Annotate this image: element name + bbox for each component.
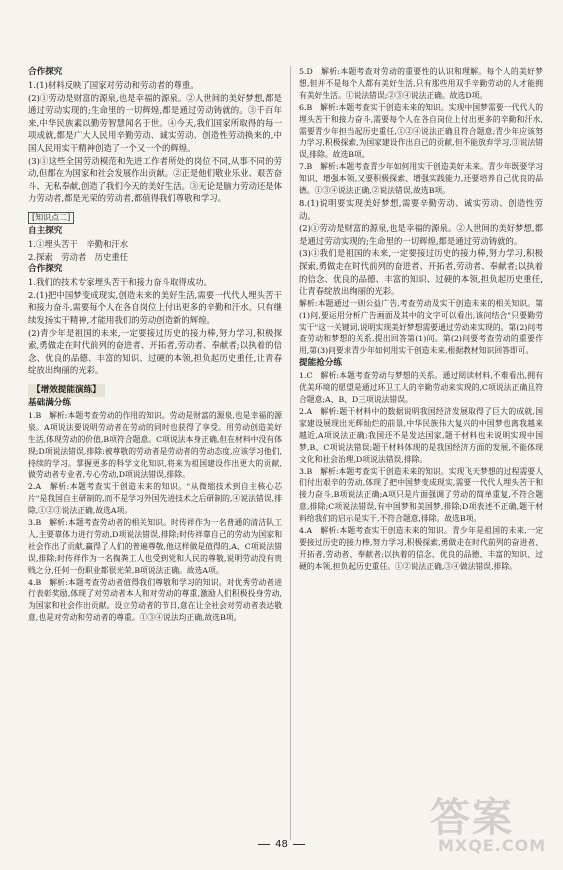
answer-text: 7.B 解析:本题考查青少年如何用实干创造美好未来。青少年既要学习知识、增强本领,又要积极探索、增强实践能力,还要培养自己优良的品德。①③④说法正确,②说法错误,故选B项。	[299, 162, 543, 196]
left-column	[28, 66, 282, 624]
answer-text: 1.(1)材料反映了国家对劳动和劳动者的尊重。	[28, 80, 199, 90]
answer-text: 4.A 解析:本题考查实干创造未来的知识。青少年是祖国的未来,一定要接过历史的接力棒,努力学习,积极探索,勇做走在时代前列的奋进者、开拓者,劳动者、奉献者;以执着的信念、优良的品德、丰富的知识、过硬的本领,担负起历史重任。①②说法正确,③④做法错误,排除。	[299, 526, 543, 571]
heading-hezuo-2: 合作探究	[28, 264, 63, 275]
heading-tigao: 提能抢分练	[299, 358, 342, 369]
answer-text: 1.我们的技术专家埋头苦干和接力奋斗取得成功。	[28, 277, 212, 288]
answer-text: 1.①埋头苦干 辛勤和汗水	[28, 238, 129, 249]
knowledge-point-tag: [知识点二]	[28, 212, 74, 224]
answer-text: 5.D 解析:本题考查对劳动的重要性的认识和理解。每个人的美好梦想,但并不是每个人都有美好生活,只有那些用双手辛勤劳动的人才能拥有美好生活。①说法错误;②③④说法正确。故选D项。	[299, 67, 543, 100]
answer-text: 3.B 解析:本题考查劳动者的相关知识。时传祥作为一名普通的清洁队工人,主要靠体力进行劳动,D项说法错误,排除;时传祥靠自己的劳动为国家和社会作出了贡献,赢得了人们的普遍尊敬,他这样做是值得的,A、C项说法错误,排除;时传祥作为一名掏粪工人也受到党和人民的尊敬,说明劳动没有贵贱之分,任何一份职业都很光荣,B项说法正确。故选A项。	[28, 518, 282, 575]
answer-text: 2.A 解析:题干材料中的数据说明我国经济发展取得了巨大的成就,国家建设展现出光辉灿烂的前景,中华民族伟大复兴的中国梦也离我越来越近,A项说法正确;我国还不是发达国家,题干材料也未说明实现中国梦,B、C项说法错误;题干材料体现的是我国经济方面的发展,不能体现文化和社会治理,D项说法错误,排除。	[299, 406, 543, 464]
answer-text: 2.探索 劳动者 历史重任	[28, 251, 129, 262]
heading-zizhu: 自主探究	[28, 225, 63, 236]
answer-text: 1.C 解析:本题考查劳动与梦想的关系。通过阅读材料,不难看出,拥有优美环境的愿望是通过环卫工人的辛勤劳动来实现的,C项说法正确且符合题意;A、B、D三项说法错误。	[299, 371, 543, 405]
answer-text: 2.(1)把中国梦变成现实,创造未来的美好生活,需要一代代人埋头苦干和接力奋斗,需要每个人在各自岗位上付出更多的辛勤和汗水。只有继续发扬实干精神,才能用我们的劳动创造新的辉煌。	[28, 289, 282, 325]
answer-text: 解析:本题通过一则公益广告,考查劳动及实干创造未来的相关知识。第(1)问,要运用分析广告画面及其中的文字可以看出,该问结合"只要勤劳实干"这一关键词,说明实现美好梦想需要通过劳动来实现的。第(2)问考查劳动和梦想的关系,提出回答第(1)问。第(2)问要考查劳动的重要作用,第(3)问要求青少年如何用实干创造未来,根据教材知识回答即可。	[299, 298, 543, 356]
answer-text: 4.B 解析:本题考查劳动者值得我们尊敬和学习的知识。对优秀劳动者进行表彰奖励,体现了对劳动者本人和对劳动的尊重,激励人们积极投身劳动,为国家和社会作出贡献。设立劳动者的节日,意在让全社会对劳动者表达敬意,也是对劳动和劳动者的尊重。①③④说法均正确,故选B项。	[28, 577, 282, 623]
right-column	[299, 66, 543, 573]
page-number-text: 48	[275, 839, 288, 850]
column-divider	[290, 66, 291, 840]
heading-jichu: 基础满分练	[28, 397, 71, 408]
heading-hezuo-1: 合作探究	[28, 67, 63, 77]
answer-text: 8.(1)说明要实现美好梦想,需要辛勤劳动、诚实劳动、创造性劳动。	[299, 197, 543, 221]
answer-text: (2)①劳动是财富的源泉,也是幸福的源泉。②人世间的美好梦想,都是通过劳动实现的;生命里的一切辉煌,都是通过劳动铸就的。	[299, 223, 543, 246]
watermark-logo: 答案 MXQE.COM	[430, 795, 547, 855]
answer-text: 6.B 解析:本题考查实干创造未来的知识。实现中国梦需要一代代人的埋头苦干和接力奋斗,需要每个人在各自岗位上付出更多的辛勤和汗水,需要青少年担当起历史重任,①②④说法正确且符合题意;青少年应该努力学习,积极探索,为国家建设作出自己的贡献,但不能放弃学习,③说法错误,排除。故选B项。	[299, 102, 543, 160]
answer-text: (2)①劳动是财富的源泉,也是幸福的源泉。②人世间的美好梦想,都是通过劳动实现的;生命里的一切辉煌,都是通过劳动铸就的。③千百年来,中华民族素以勤劳智慧闻名于世。④今天,我们国家所取得的每一项成就,都是广大人民用辛勤劳动、诚实劳动、创造性劳动换来的,中国人民用实干精神创造了一个又一个的辉煌。	[28, 92, 282, 153]
answer-text: (3)①这些全国劳动模范和先进工作者所处的岗位不同,从事不同的劳动,但都在为国家和社会发展作出贡献。②正是他们敬业乐业、艰苦奋斗、无私奉献,创造了我们今天的美好生活。③无论是脑力劳动还是体力劳动者,都是光荣的劳动者,都值得我们尊敬和学习。	[28, 155, 282, 204]
section-tag: 【增效提能演练】	[28, 384, 105, 397]
answer-text: (3)①我们是祖国的未来,一定要接过历史的接力棒,努力学习,积极探索,勇做走在时代前列的奋进者、开拓者,劳动者、奉献者;以执着的信念、优良的品德、丰富的知识、过硬的本领,担负起历史重任,让青春绽放出绚丽的光彩。	[299, 248, 543, 297]
answer-text: 2.A 解析:本题考查实干创造未来的知识。"从微缩技术到自主核心芯片"是我国自主研制的,而不是学习外国先进技术之后研制的,④说法错误,排除,①②③说法正确,故选A项。	[28, 482, 282, 516]
answer-text: (2)青少年是祖国的未来,一定要接过历史的接力棒,努力学习,积极探索,勇做走在时代前列的奋进者、开拓者,劳动者、奉献者;以执着的信念、优良的品德、丰富的知识、过硬的本领,担负起历史重任,让青春绽放出绚丽的光彩。	[28, 327, 282, 376]
answer-text: 3.B 解析:本题考查实干创造未来的知识。实现飞天梦想的过程需要人们付出艰辛的劳动,体现了把中国梦变成现实,需要一代代人埋头苦干和接力奋斗,B项说法正确;A项只是片面强调了劳动的简单重复,不符合题意,排除;C项说法错误,有中国梦和美国梦,排除;D项表述不正确,题干材料给我们的启示是实干,不符合题意,排除。故选B项。	[299, 466, 543, 524]
answer-text: 1.B 解析:本题考查劳动的作用的知识。劳动是财富的源泉,也是幸福的源泉。A项说法要说明劳动者在劳动的同时也获得了享受。用劳动创造美好生活,体现劳动的价值,B项符合题意。C项说法本身正确,但在材料中没有体现;D项说法错误,排除:被尊敬的劳动者是劳动者的劳动态度,应该学习他们,持续的学习。掌握更多的科学文化知识,将来为祖国建设作出更大的贡献,做劳动者专业者,专心劳动,D项说法错误,排除。	[28, 410, 282, 480]
